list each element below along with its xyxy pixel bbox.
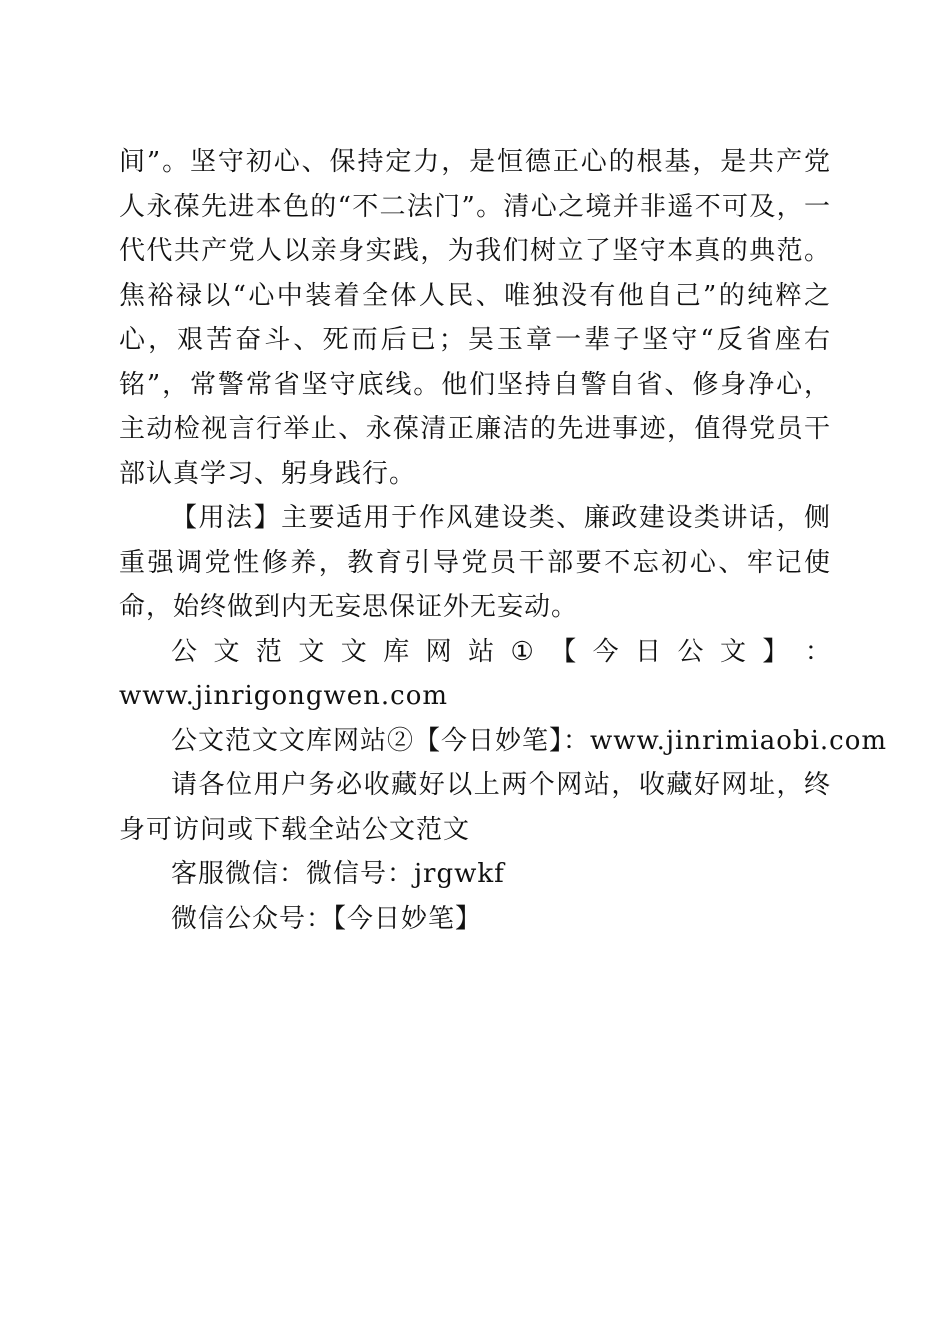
document-page	[119, 140, 888, 941]
body-paragraph-1: 间”。坚守初心、保持定力，是恒德正心的根基，是共产党人永葆先进本色的“不二法门”。清心之境并非遥不可及，一代代共产党人以亲身实践，为我们树立了坚守本真的典范。焦裕禄以“心中装着全体人民、唯独没有他自己”的纯粹之心，艰苦奋斗、死而后已；吴玉章一辈子坚守“反省座右铭”，常警常省坚守底线。他们坚持自警自省、修身净心，主动检视言行举止、永葆清正廉洁的先进事迹，值得党员干部认真学习、躬身践行。	[119, 147, 831, 489]
site1-label-char: 【	[550, 636, 577, 667]
site1-label-char: 文	[340, 636, 367, 667]
site1-label-char: 范	[255, 636, 282, 667]
site1-label-char: ：	[804, 636, 831, 667]
usage-paragraph: 【用法】主要适用于作风建设类、廉政建设类讲话，侧重强调党性修养，教育引导党员干部要不忘初心、牢记使命，始终做到内无妄思保证外无妄动。	[119, 503, 831, 622]
site1-label-char: 今	[592, 636, 619, 667]
site1-label-char: 网	[425, 636, 452, 667]
site1-label-line	[119, 630, 831, 675]
site1-label-char: ①	[510, 636, 534, 667]
site2-line[interactable]: 公文范文文库网站②【今日妙笔】：www.jinrimiaobi.com	[171, 725, 888, 756]
site1-label-char: 文	[719, 636, 746, 667]
site1-label-char: 文	[298, 636, 325, 667]
wechat-line: 客服微信：微信号：jrgwkf	[171, 859, 505, 889]
official-account-line: 微信公众号：【今日妙笔】	[171, 903, 483, 934]
site1-label-char: 文	[213, 636, 240, 667]
notice-paragraph: 请各位用户务必收藏好以上两个网站，收藏好网址，终身可访问或下载全站公文范文	[119, 770, 831, 845]
site1-label-char: 日	[635, 636, 662, 667]
site1-label-char: 公	[677, 636, 704, 667]
site1-label-char: 库	[383, 636, 410, 667]
site1-url[interactable]: www.jinrigongwen.com	[119, 681, 449, 711]
site1-label-char: 站	[468, 636, 495, 667]
site1-label-char: 】	[762, 636, 789, 667]
site1-label-char: 公	[171, 636, 198, 667]
